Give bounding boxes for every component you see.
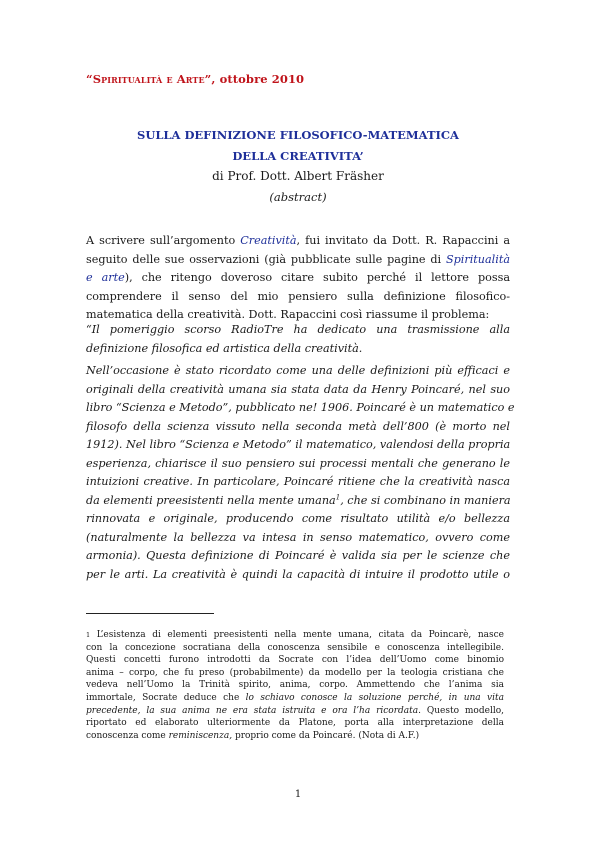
text-run: A scrivere sull’argomento [86, 234, 241, 247]
text-run: conoscenza come [86, 730, 169, 741]
footnote-line: vedeva nell’Uomo la Trinità spirito, anima, corpo. Ammettendo che l’anima sia [86, 680, 504, 691]
text-run: ), che ritengo doveroso citare subito perché il lettore possa [124, 271, 510, 284]
creativita-term: Creatività [240, 234, 297, 247]
text-run: , fui invitato da Dott. R. Rapaccini a [296, 234, 510, 247]
quote-line: rinnovata e originale, producendo come risultato utilità e/o bellezza [86, 512, 510, 525]
footnote-line [86, 705, 504, 718]
quote-line: Nell’occasione è stato ricordato come una delle definizioni più efficaci e [86, 364, 510, 377]
footnote-line: con la concezione socratiana della conoscenza sensibile e conoscenza intellegibile. [86, 642, 504, 653]
header-date: ”, ottobre 2010 [204, 72, 305, 86]
italic-run: lo schiavo conosce la soluzione perché, in una vita [245, 692, 505, 703]
quote-line: “Il pomeriggio scorso RadioTre ha dedicato una trasmissione alla [86, 323, 510, 336]
text-run: da elementi preesistenti nella mente umana [86, 493, 336, 507]
text-run: immortale, Socrate deduce che [86, 692, 246, 703]
footnote-line [86, 730, 504, 743]
header-journal-name: Spiritualità e Arte [92, 72, 205, 86]
quote-line: intuizioni creative. In particolare, Poincaré ritiene che la creatività nasca [86, 475, 510, 488]
italic-run: reminiscenza, [168, 730, 233, 741]
quote-paragraph-2 [86, 362, 515, 584]
text-run: , che si combinano in maniera [340, 493, 511, 507]
footnote-line [86, 629, 504, 642]
title-line-2: DELLA CREATIVITA’ [232, 149, 364, 163]
title-line-1: SULLA DEFINIZIONE FILOSOFICO-MATEMATICA [137, 128, 459, 142]
intro-line [86, 251, 510, 270]
journal-ref: e arte [86, 271, 125, 284]
quote-line: (naturalmente la bellezza va intesa in senso matematico, ovvero come [86, 530, 510, 544]
footnote-ref[interactable]: 1 [335, 492, 341, 501]
quote-line: armonia). Questa definizione di Poincaré è valida sia per le scienze che [86, 549, 510, 562]
footnote-number: 1 [86, 631, 91, 639]
journal-ref: Spiritualità [445, 252, 510, 266]
text-run: seguito delle sue osservazioni (già pubblicate sulle pagine di [86, 252, 446, 266]
quote-line: 1912). Nel libro “Scienza e Metodo” il matematico, valendosi della propria [86, 438, 511, 451]
footnote-line: Questi concetti furono introdotti da Socrate con l’idea dell’Uomo come binomio [86, 655, 504, 666]
footnote-separator [86, 613, 214, 614]
footnote [86, 629, 504, 742]
quote-paragraph-1 [86, 321, 510, 358]
journal-header [86, 72, 304, 86]
footnote-line: anima – corpo, che fu preso (probabilmente) da modello per la teologia cristiana che [86, 667, 504, 678]
quote-line: filosofo della scienza vissuto nella seconda metà dell’800 (è morto nel [86, 419, 510, 433]
text-run: L’esistenza di elementi preesistenti nella mente umana, citata da Poincarè, nasce [90, 630, 504, 640]
intro-line: comprendere il senso del mio pensiero sulla definizione filosofico- [86, 289, 510, 303]
quote-line: definizione filosofica ed artistica della creatività. [86, 341, 363, 355]
header-quote: “ [86, 72, 93, 86]
intro-line: matematica della creatività. Dott. Rapaccini così riassume il problema: [86, 308, 490, 321]
author-line: di Prof. Dott. Albert Fräsher [212, 169, 384, 183]
quote-line: libro “Scienza e Metodo”, pubblicato ne! 1906. Poincaré è un matematico e [86, 401, 515, 414]
intro-paragraph [86, 232, 510, 325]
abstract-label: (abstract) [269, 190, 327, 204]
intro-line [86, 232, 510, 251]
footnote-line: riportato ed elaborato ulteriormente da Platone, porta alla interpretazione della [86, 718, 504, 729]
text-run: proprio come da Poincaré. (Nota di A.F.) [232, 730, 420, 741]
quote-line: per le arti. La creatività è quindi la capacità di intuire il prodotto utile o [86, 567, 510, 581]
intro-line [86, 269, 510, 288]
quote-line: originali della creatività umana sia stata data da Henry Poincaré, nel suo [86, 382, 510, 396]
text-run: . Questo modello, [418, 705, 504, 716]
quote-line: esperienza, chiarisce il suo pensiero sui processi mentali che generano le [86, 456, 510, 470]
quote-line [86, 492, 510, 511]
italic-run: precedente, la sua anima ne era stata istruita e ora l’ha ricordata [86, 705, 419, 716]
footnote-line [86, 692, 504, 705]
page-number: 1 [294, 789, 302, 800]
